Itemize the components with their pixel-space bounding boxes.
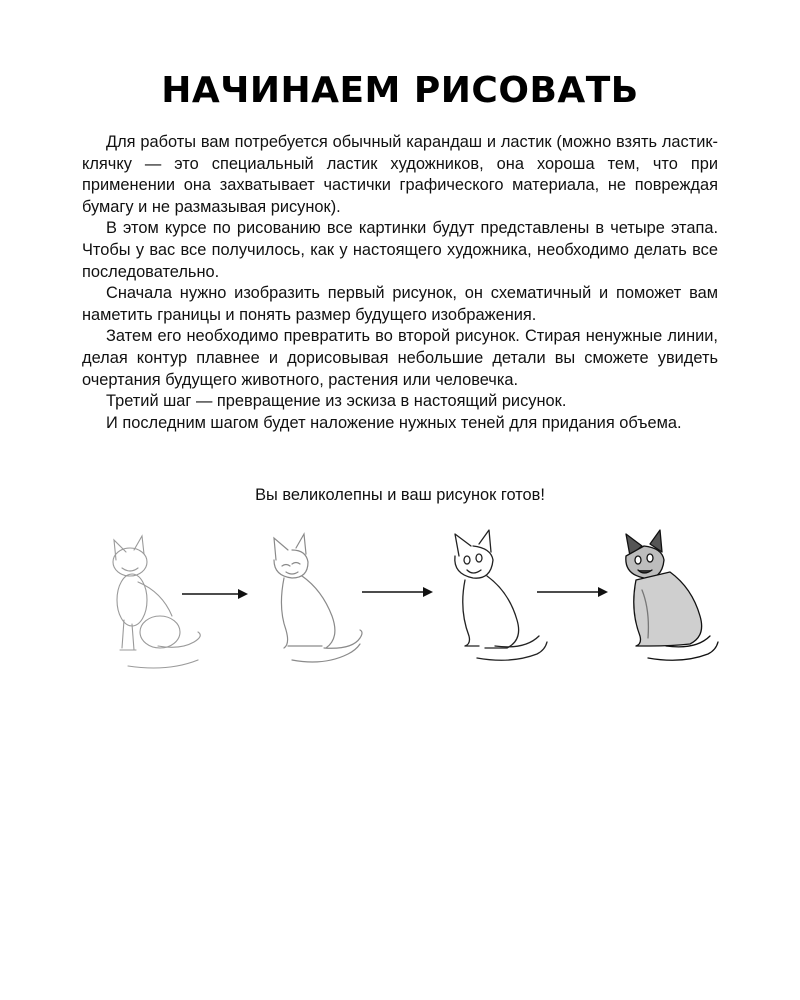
paragraph-materials: Для работы вам потребуется обычный карандаш и ластик (можно взять ластик-клячку — это специальный ластик художников, она хороша тем, что при применении она захватывает частички графического материала, не повреждая бумагу и не размазывая рисунок). xyxy=(82,133,718,216)
drawing-steps xyxy=(0,520,800,680)
body-text xyxy=(82,132,718,434)
cat-shaded-step-4 xyxy=(616,520,726,670)
paragraph-stages: В этом курсе по рисованию все картинки будут представлены в четыре этапа. Чтобы у вас все получилось, как у настоящего художника, необходимо делать все последовательно. xyxy=(82,219,718,281)
paragraph-step-three: Третий шаг — превращение из эскиза в настоящий рисунок. xyxy=(106,392,567,411)
arrow-right-icon xyxy=(535,584,610,600)
arrow-right-icon xyxy=(360,584,435,600)
arrow-right-icon xyxy=(180,586,250,602)
caption: Вы великолепны и ваш рисунок готов! xyxy=(255,486,545,504)
paragraph-step-two: Затем его необходимо превратить во второй рисунок. Стирая ненужные линии, делая контур плавнее и дорисовывая небольшие детали вы сможете увидеть очертания будущего животного, растения или человечка. xyxy=(82,327,718,389)
page-title: НАЧИНАЕМ РИСОВАТЬ xyxy=(161,70,639,111)
cat-outline-step-2 xyxy=(262,520,372,670)
paragraph-step-four: И последним шагом будет наложение нужных теней для придания объема. xyxy=(106,413,682,432)
paragraph-step-one: Сначала нужно изобразить первый рисунок, он схематичный и поможет вам наметить границы и понять размер будущего изображения. xyxy=(82,284,718,324)
